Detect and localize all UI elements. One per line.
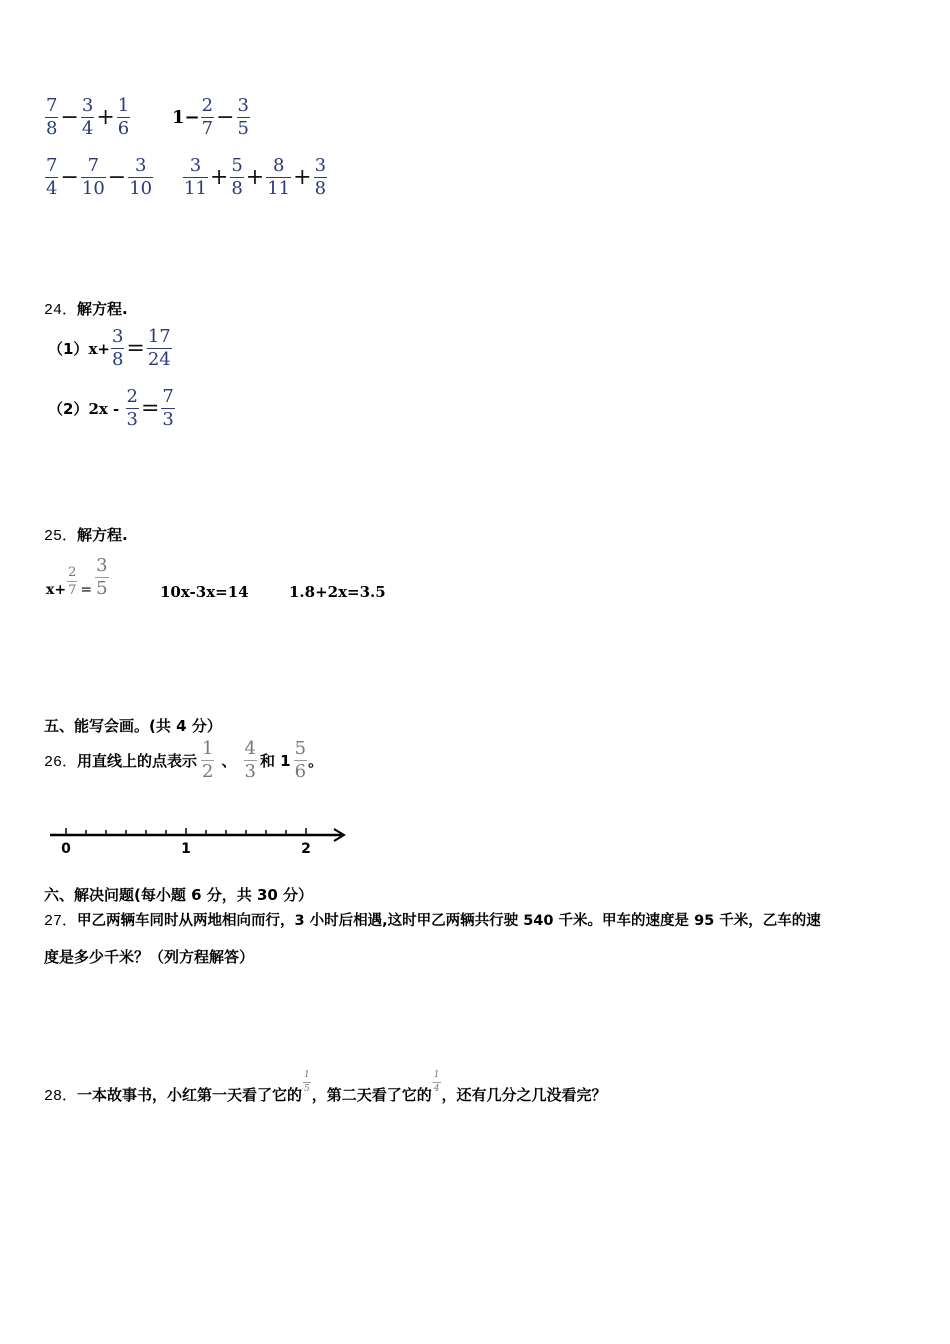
fraction: $\frac{7}{3}$ xyxy=(162,386,174,430)
operator: − xyxy=(107,165,127,190)
fraction: $\frac{2}{3}$ xyxy=(126,386,138,430)
question-text: 一本故事书，小红第一天看了它的 xyxy=(77,1086,303,1104)
calc-row1-expr-b xyxy=(172,97,251,138)
q24-part1 xyxy=(48,328,173,369)
equals-sign: = xyxy=(140,396,160,421)
question-text: ，第二天看了它的 xyxy=(311,1086,432,1104)
operator: + xyxy=(245,165,265,190)
question-number: 25． xyxy=(44,528,78,545)
separator: 、 xyxy=(221,752,237,770)
fraction: $\frac{7}{10}$ xyxy=(81,155,105,199)
fraction: $\frac{8}{11}$ xyxy=(267,155,291,199)
q25-equation-1 xyxy=(46,556,110,598)
question-number: 24． xyxy=(44,302,78,319)
q27-line1 xyxy=(44,909,821,930)
leading-term: 1− xyxy=(172,107,200,128)
q25-heading xyxy=(44,524,128,545)
q24-part2 xyxy=(48,388,176,429)
section-six-title: 六、解决问题(每小题 6 分，共 30 分） xyxy=(44,886,314,904)
tick-labels xyxy=(61,841,311,857)
fraction: $\frac{3}{11}$ xyxy=(184,155,207,199)
fraction: $\frac{3}{8}$ xyxy=(111,326,124,370)
tick-label: 0 xyxy=(61,841,71,857)
q26-line xyxy=(44,740,323,781)
operator: − xyxy=(60,165,79,190)
fraction: $\frac{2}{7}$ xyxy=(201,95,214,139)
equals-sign: = xyxy=(80,582,93,598)
tick-label: 2 xyxy=(301,841,311,857)
fraction: $\frac{3}{5}$ xyxy=(96,554,108,599)
q25-equation-2: 10x-3x=14 xyxy=(160,583,249,601)
fraction: $\frac{5}{6}$ xyxy=(294,738,307,782)
operator: + xyxy=(293,165,312,190)
part-label: （1） xyxy=(48,340,89,358)
question-title: 解方程. xyxy=(77,526,128,544)
tick-label: 1 xyxy=(181,841,191,857)
equation-prefix: x+ xyxy=(88,339,110,358)
fraction: $\frac{3}{10}$ xyxy=(129,155,153,199)
fraction: $\frac{1}{5}$ xyxy=(304,1070,310,1094)
equation-prefix: x+ xyxy=(46,582,67,598)
operator: − xyxy=(60,105,79,130)
question-number: 26． xyxy=(44,754,78,771)
fraction: $\frac{7}{4}$ xyxy=(46,155,58,199)
q28-line xyxy=(44,1060,607,1105)
fraction: $\frac{2}{7}$ xyxy=(68,564,77,598)
fraction: $\frac{3}{5}$ xyxy=(237,95,249,139)
calc-row2-expr-b xyxy=(182,157,328,198)
equals-sign: = xyxy=(126,336,145,361)
operator: + xyxy=(209,165,229,190)
operator: − xyxy=(216,105,235,130)
end-punctuation: 。 xyxy=(308,752,324,770)
fraction: $\frac{1}{4}$ xyxy=(433,1070,440,1094)
fraction: $\frac{7}{8}$ xyxy=(46,95,58,139)
question-text: 甲乙两辆车同时从两地相向而行，3 小时后相遇,这时甲乙两辆共行驶 540 千米。甲车的速度是 95 千米，乙车的速 xyxy=(77,913,821,929)
question-title: 解方程. xyxy=(77,300,128,318)
fraction: $\frac{5}{8}$ xyxy=(231,155,243,199)
fraction: $\frac{1}{2}$ xyxy=(202,738,214,782)
question-text: ，还有几分之几没看完？ xyxy=(441,1086,607,1104)
q24-heading xyxy=(44,298,128,319)
fraction: $\frac{3}{8}$ xyxy=(314,155,327,199)
question-number: 28． xyxy=(44,1088,78,1105)
calc-row1-expr-a xyxy=(44,97,131,138)
and-text: 和 1 xyxy=(259,752,291,770)
fraction: $\frac{3}{4}$ xyxy=(81,95,94,139)
calc-row2-expr-a xyxy=(44,157,154,198)
part-label: （2） xyxy=(48,400,89,418)
question-number: 27． xyxy=(44,913,78,930)
section-five-title: 五、能写会画。(共 4 分） xyxy=(44,717,222,735)
fraction: $\frac{4}{3}$ xyxy=(244,738,256,782)
fraction: $\frac{17}{24}$ xyxy=(147,326,171,370)
operator: + xyxy=(96,105,115,130)
equation-prefix: 2x - xyxy=(88,399,125,418)
q25-equation-3: 1.8+2x=3.5 xyxy=(289,583,386,601)
question-text: 用直线上的点表示 xyxy=(77,752,198,770)
fraction: $\frac{1}{6}$ xyxy=(117,95,130,139)
number-line xyxy=(44,822,354,862)
q27-line2: 度是多少千米？（列方程解答） xyxy=(44,948,255,966)
